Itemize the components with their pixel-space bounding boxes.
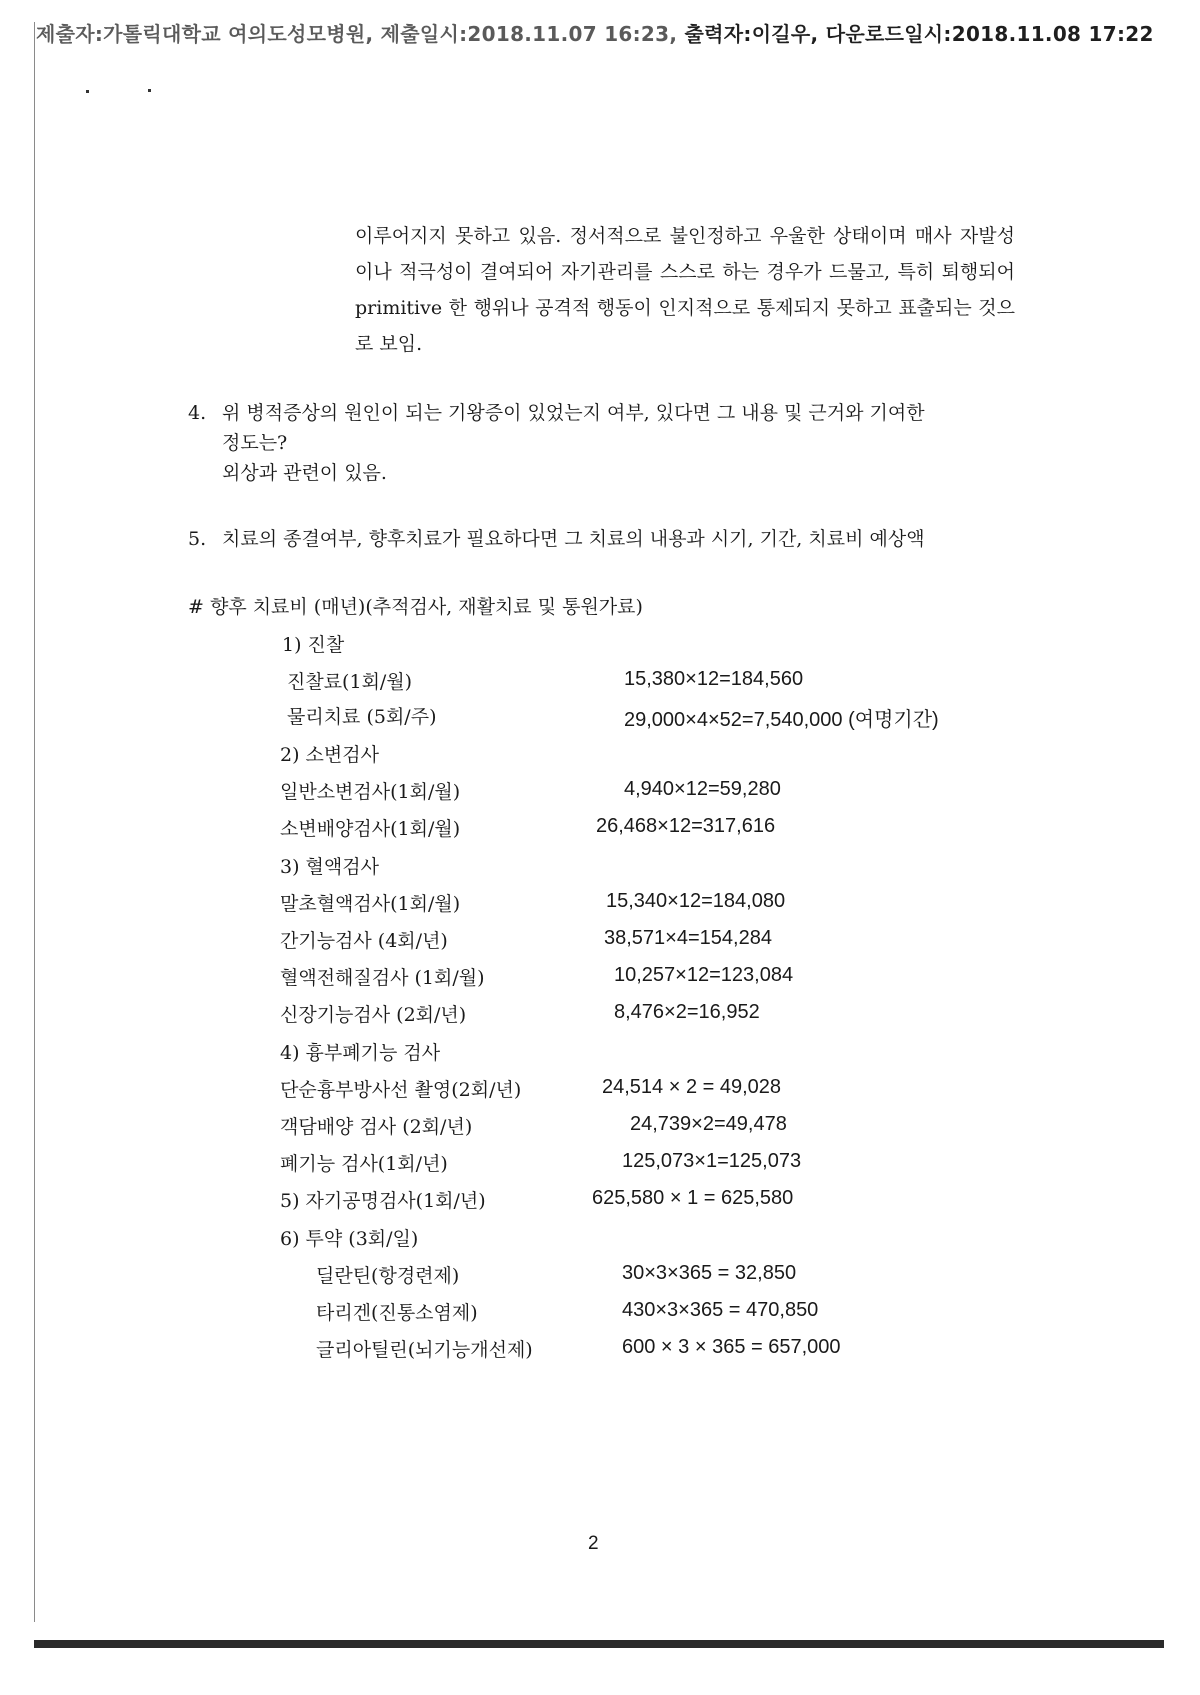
page-bottom-edge (34, 1640, 1164, 1648)
q4-answer: 외상과 관련이 있음. (222, 462, 387, 484)
cost-item-value: 24,739×2=49,478 (630, 1113, 787, 1135)
header-downloader: 출력자:이길우, 다운로드일시:2018.11.08 17:22 (684, 22, 1154, 46)
cost-item-value: 26,468×12=317,616 (596, 815, 776, 837)
page-number: 2 (588, 1533, 599, 1554)
q4-number: 4. (188, 402, 207, 424)
continuation-paragraph: 이루어지지 못하고 있음. 정서적으로 불인정하고 우울한 상태이며 매사 자발성이나 적극성이 결여되어 자기관리를 스스로 하는 경우가 드물고, 특히 퇴행되어 primitive 한 행위나 공격적 행동이 인지적으로 통제되지 못하고 표출되는 것으로 보임. (355, 225, 1015, 355)
cost-item-label: 타리겐(진통소염제) (316, 1302, 478, 1324)
cost-item-value: 125,073×1=125,073 (622, 1150, 802, 1172)
cost-item-value: 15,380×12=184,560 (624, 668, 804, 690)
q4-question-line1: 위 병적증상의 원인이 되는 기왕증이 있었는지 여부, 있다면 그 내용 및 근거와 기여한 (222, 402, 925, 424)
cost-item-label: 말초혈액검사(1회/월) (280, 893, 461, 915)
cost-item-value: 600 × 3 × 365 = 657,000 (622, 1336, 841, 1358)
cost-item-value: 10,257×12=123,084 (614, 964, 794, 986)
scan-speck (86, 90, 89, 93)
cost-item-value: 4,940×12=59,280 (624, 778, 781, 800)
header-submitter: 제출자:가톨릭대학교 여의도성모병원, 제출일시:2018.11.07 16:23, (36, 22, 685, 46)
cost-item-label: 간기능검사 (4회/년) (280, 930, 448, 952)
cost-item-value: 15,340×12=184,080 (606, 890, 786, 912)
cost-item-value: 38,571×4=154,284 (604, 927, 772, 949)
section-title: 6) 투약 (3회/일) (280, 1228, 419, 1250)
page-border (34, 22, 35, 1622)
cost-item-label: 폐기능 검사(1회/년) (280, 1153, 448, 1175)
section-title: 4) 흉부폐기능 검사 (280, 1042, 441, 1064)
section-title: 2) 소변검사 (280, 744, 379, 766)
section-title: 3) 혈액검사 (280, 856, 379, 878)
cost-item-value: 24,514 × 2 = 49,028 (602, 1076, 782, 1098)
cost-item-label: 단순흉부방사선 촬영(2회/년) (280, 1079, 522, 1101)
cost-item-label: 혈액전해질검사 (1회/월) (280, 967, 485, 989)
section-title: 5) 자기공명검사(1회/년) (280, 1190, 486, 1212)
cost-item-value: 30×3×365 = 32,850 (622, 1262, 797, 1284)
future-cost-heading: # 향후 치료비 (매년)(추적검사, 재활치료 및 통원가료) (188, 596, 643, 618)
cost-item-value: 430×3×365 = 470,850 (622, 1299, 819, 1321)
cost-item-label: 글리아틸린(뇌기능개선제) (316, 1339, 533, 1361)
cost-item-label: 신장기능검사 (2회/년) (280, 1004, 467, 1026)
q5-number: 5. (188, 528, 207, 550)
cost-item-value: 625,580 × 1 = 625,580 (592, 1187, 794, 1209)
cost-item-label: 딜란틴(항경련제) (316, 1265, 460, 1287)
q5-question: 치료의 종결여부, 향후치료가 필요하다면 그 치료의 내용과 시기, 기간, 치료비 예상액 (222, 528, 925, 550)
cost-item-label: 소변배양검사(1회/월) (280, 818, 461, 840)
document-header (36, 18, 1156, 46)
cost-item-label: 객담배양 검사 (2회/년) (280, 1116, 473, 1138)
section-title: 1) 진찰 (282, 634, 345, 656)
cost-item-label: 일반소변검사(1회/월) (280, 781, 461, 803)
cost-item-label: 물리치료 (5회/주) (287, 706, 437, 728)
cost-item-value: 29,000×4×52=7,540,000 (여명기간) (624, 709, 939, 731)
scan-speck (148, 89, 151, 92)
q4-question-line2: 정도는? (222, 432, 288, 454)
cost-item-value: 8,476×2=16,952 (614, 1001, 760, 1023)
cost-item-label: 진찰료(1회/월) (287, 671, 413, 693)
